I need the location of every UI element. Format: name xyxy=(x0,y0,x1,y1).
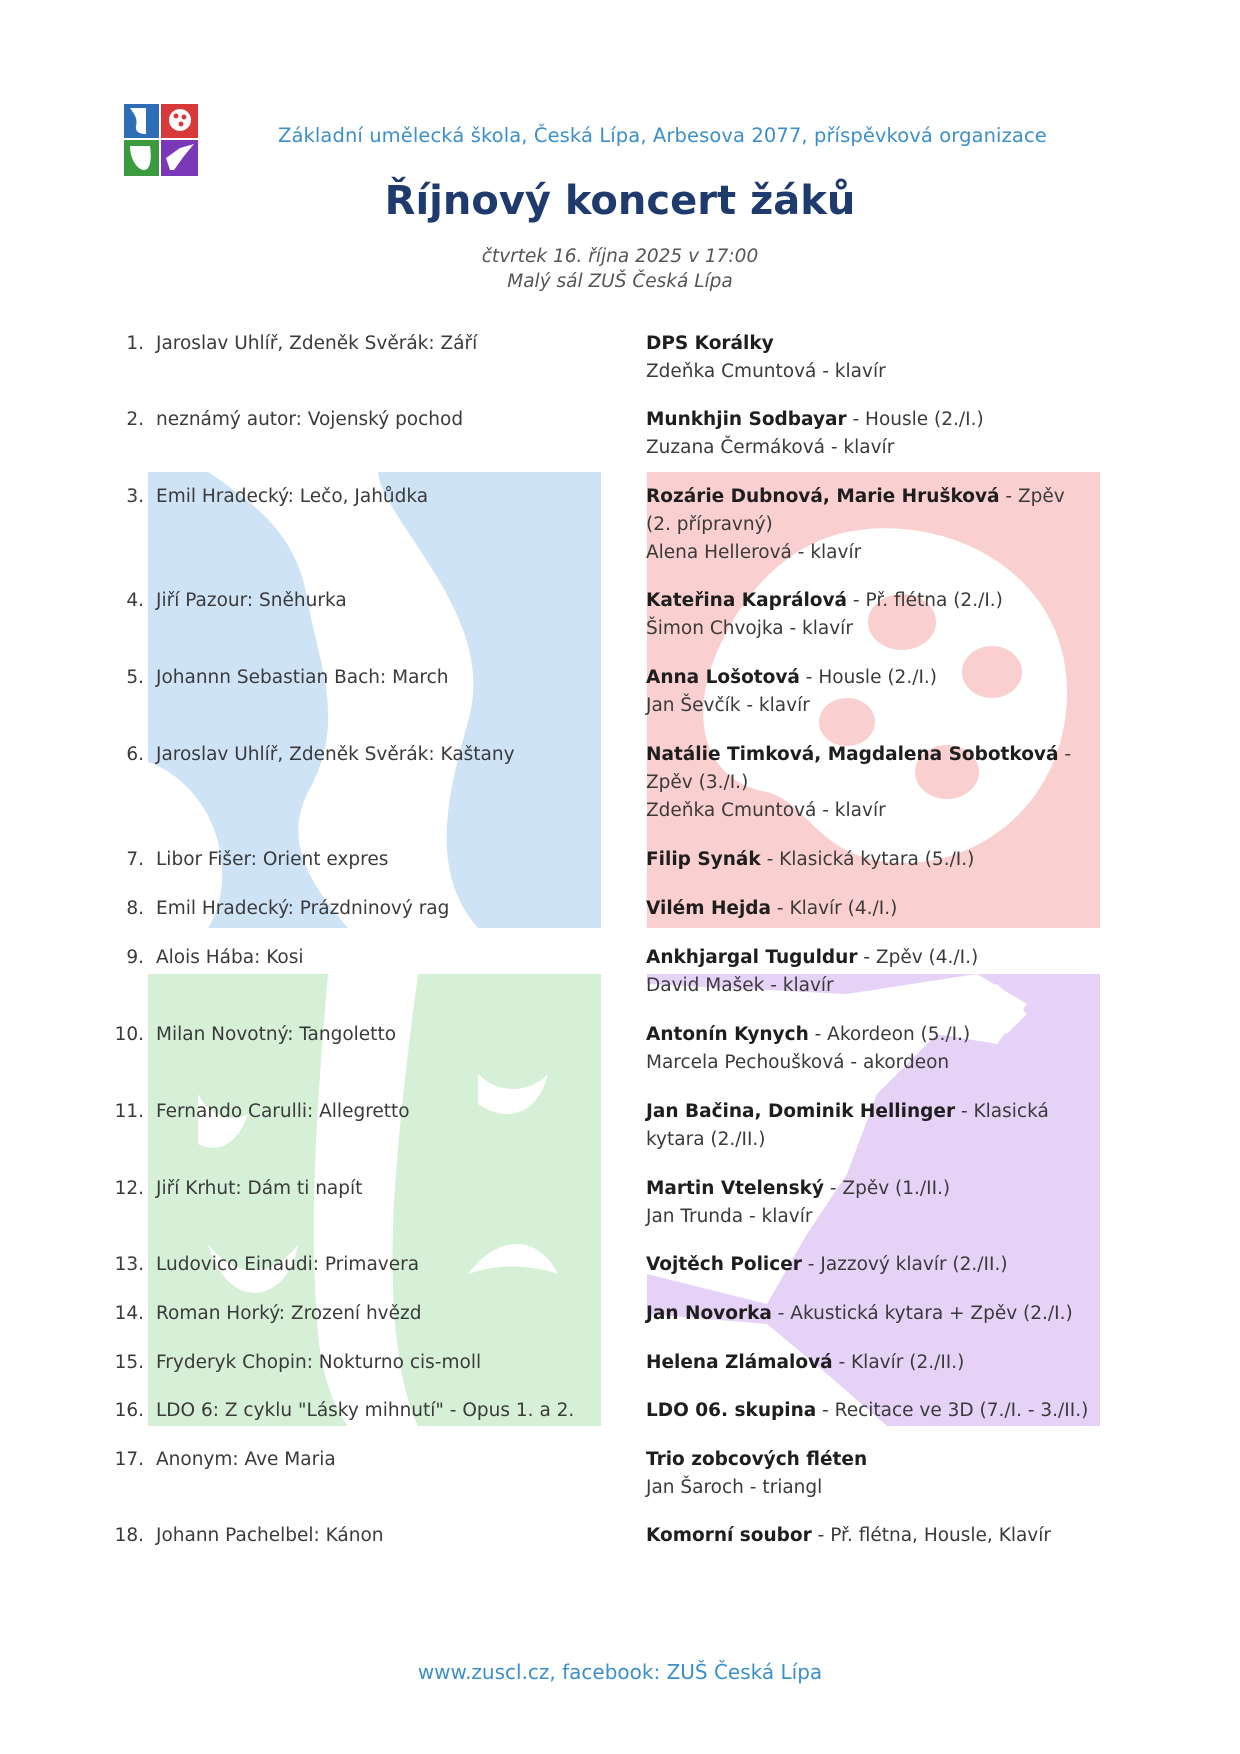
piece-title: Emil Hradecký: Prázdninový rag xyxy=(156,898,450,919)
performer-block xyxy=(646,330,1086,386)
performer-block xyxy=(646,1251,1086,1279)
piece-title: Jiří Krhut: Dám ti napít xyxy=(156,1178,363,1199)
performer-name: Jan Bačina, Dominik Hellinger xyxy=(646,1101,956,1122)
performer-block xyxy=(646,1098,1086,1154)
accompanist: Jan Trunda - klavír xyxy=(646,1206,813,1227)
performer-block xyxy=(646,1397,1089,1425)
piece-title: Jaroslav Uhlíř, Zdeněk Svěrák: Září xyxy=(156,333,478,354)
accompanist: David Mašek - klavír xyxy=(646,975,834,996)
performer-name: Jan Novorka xyxy=(646,1303,772,1324)
venue-line: Malý sál ZUŠ Česká Lípa xyxy=(507,271,733,292)
performer-name: Antonín Kynych xyxy=(646,1024,809,1045)
performer-detail: - Zpěv (4./I.) xyxy=(857,947,979,968)
performer-block xyxy=(646,741,1086,825)
performer-block xyxy=(646,664,1086,720)
piece-title: Jiří Pazour: Sněhurka xyxy=(156,590,347,611)
accompanist: Zdeňka Cmuntová - klavír xyxy=(646,361,886,382)
performer-detail: - Př. flétna (2./I.) xyxy=(847,590,1003,611)
piece-title: neznámý autor: Vojenský pochod xyxy=(156,409,464,430)
piece-title: LDO 6: Z cyklu "Lásky mihnutí" - Opus 1. a 2. xyxy=(156,1400,575,1421)
performer-detail: - Klasická kytara (2./II.) xyxy=(646,1101,1049,1150)
item-number: 7. xyxy=(126,849,144,870)
performer-block xyxy=(646,1300,1086,1328)
accompanist: Jan Šaroch - triangl xyxy=(646,1477,823,1498)
performer-name: Komorní soubor xyxy=(646,1525,812,1546)
piece-title: Anonym: Ave Maria xyxy=(156,1449,336,1470)
accompanist: Alena Hellerová - klavír xyxy=(646,542,862,563)
performer-block xyxy=(646,587,1086,643)
performer-detail: - Klavír (4./I.) xyxy=(771,898,898,919)
item-number: 12. xyxy=(114,1178,144,1199)
item-number: 5. xyxy=(126,667,144,688)
performer-detail: - Akustická kytara + Zpěv (2./I.) xyxy=(771,1303,1073,1324)
performer-detail: - Jazzový klavír (2./II.) xyxy=(801,1254,1008,1275)
piece-title: Fryderyk Chopin: Nokturno cis-moll xyxy=(156,1352,482,1373)
performer-block xyxy=(646,1522,1086,1550)
performer-block xyxy=(646,895,1086,923)
performer-detail: - Př. flétna, Housle, Klavír xyxy=(811,1525,1051,1546)
accompanist: Zuzana Čermáková - klavír xyxy=(646,437,895,458)
performer-name: Munkhjin Sodbayar xyxy=(646,409,847,430)
piece-title: Johann Pachelbel: Kánon xyxy=(156,1525,384,1546)
performer-block xyxy=(646,846,1086,874)
item-number: 17. xyxy=(114,1449,144,1470)
piece-title: Emil Hradecký: Lečo, Jahůdka xyxy=(156,486,429,507)
accompanist: Šimon Chvojka - klavír xyxy=(646,618,853,639)
accompanist: Marcela Pechoušková - akordeon xyxy=(646,1052,950,1073)
performer-block xyxy=(646,1349,1086,1377)
performer-detail: - Zpěv (2. přípravný) xyxy=(646,486,1065,535)
item-number: 13. xyxy=(114,1254,144,1275)
performer-block xyxy=(646,944,1086,1000)
performer-detail: - Akordeon (5./I.) xyxy=(808,1024,971,1045)
item-number: 1. xyxy=(126,333,144,354)
performer-name: Vilém Hejda xyxy=(646,898,772,919)
item-number: 4. xyxy=(126,590,144,611)
item-number: 8. xyxy=(126,898,144,919)
item-number: 10. xyxy=(114,1024,144,1045)
item-number: 3. xyxy=(126,486,144,507)
performer-detail: - Recitace ve 3D (7./I. - 3./II.) xyxy=(816,1400,1089,1421)
piece-title: Johannn Sebastian Bach: March xyxy=(156,667,449,688)
performer-detail: - Klavír (2./II.) xyxy=(832,1352,965,1373)
performer-name: LDO 06. skupina xyxy=(646,1400,817,1421)
piece-title: Roman Horký: Zrození hvězd xyxy=(156,1303,422,1324)
performer-block xyxy=(646,406,1086,462)
page-title: Říjnový koncert žáků xyxy=(384,178,856,224)
performer-block xyxy=(646,1446,1086,1502)
performer-block xyxy=(646,483,1086,567)
accompanist: Jan Ševčík - klavír xyxy=(646,695,810,716)
school-name: Základní umělecká škola, Česká Lípa, Arbesova 2077, příspěvková organizace xyxy=(278,124,1047,147)
performer-detail: - Zpěv (1./II.) xyxy=(823,1178,951,1199)
performer-name: Rozárie Dubnová, Marie Hrušková xyxy=(646,486,1000,507)
date-line: čtvrtek 16. října 2025 v 17:00 xyxy=(481,246,759,267)
item-number: 9. xyxy=(126,947,144,968)
performer-name: Kateřina Kaprálová xyxy=(646,590,848,611)
performer-name: Helena Zlámalová xyxy=(646,1352,833,1373)
accompanist: Zdeňka Cmuntová - klavír xyxy=(646,800,886,821)
piece-title: Jaroslav Uhlíř, Zdeněk Svěrák: Kaštany xyxy=(156,744,515,765)
piece-title: Milan Novotný: Tangoletto xyxy=(156,1024,397,1045)
performer-block xyxy=(646,1175,1086,1231)
performer-name: DPS Korálky xyxy=(646,333,774,354)
performer-detail: - Klasická kytara (5./I.) xyxy=(760,849,975,870)
item-number: 14. xyxy=(114,1303,144,1324)
piece-title: Libor Fišer: Orient expres xyxy=(156,849,389,870)
performer-detail: - Zpěv (3./I.) xyxy=(646,744,1072,793)
item-number: 11. xyxy=(114,1101,144,1122)
performer-detail: - Housle (2./I.) xyxy=(799,667,937,688)
piece-title: Ludovico Einaudi: Primavera xyxy=(156,1254,420,1275)
performer-name: Natálie Timková, Magdalena Sobotková xyxy=(646,744,1059,765)
item-number: 15. xyxy=(114,1352,144,1373)
performer-name: Vojtěch Policer xyxy=(646,1254,802,1275)
piece-title: Alois Hába: Kosi xyxy=(156,947,304,968)
performer-block xyxy=(646,1021,1086,1077)
piece-title: Fernando Carulli: Allegretto xyxy=(156,1101,410,1122)
performer-detail: - Housle (2./I.) xyxy=(846,409,984,430)
item-number: 2. xyxy=(126,409,144,430)
item-number: 6. xyxy=(126,744,144,765)
performer-name: Filip Synák xyxy=(646,849,761,870)
performer-name: Trio zobcových fléten xyxy=(646,1449,868,1470)
performer-name: Anna Lošotová xyxy=(646,667,800,688)
performer-name: Ankhjargal Tuguldur xyxy=(646,947,858,968)
item-number: 18. xyxy=(114,1525,144,1546)
performer-name: Martin Vtelenský xyxy=(646,1178,824,1199)
footer-links: www.zuscl.cz, facebook: ZUŠ Česká Lípa xyxy=(417,1660,823,1684)
item-number: 16. xyxy=(114,1400,144,1421)
